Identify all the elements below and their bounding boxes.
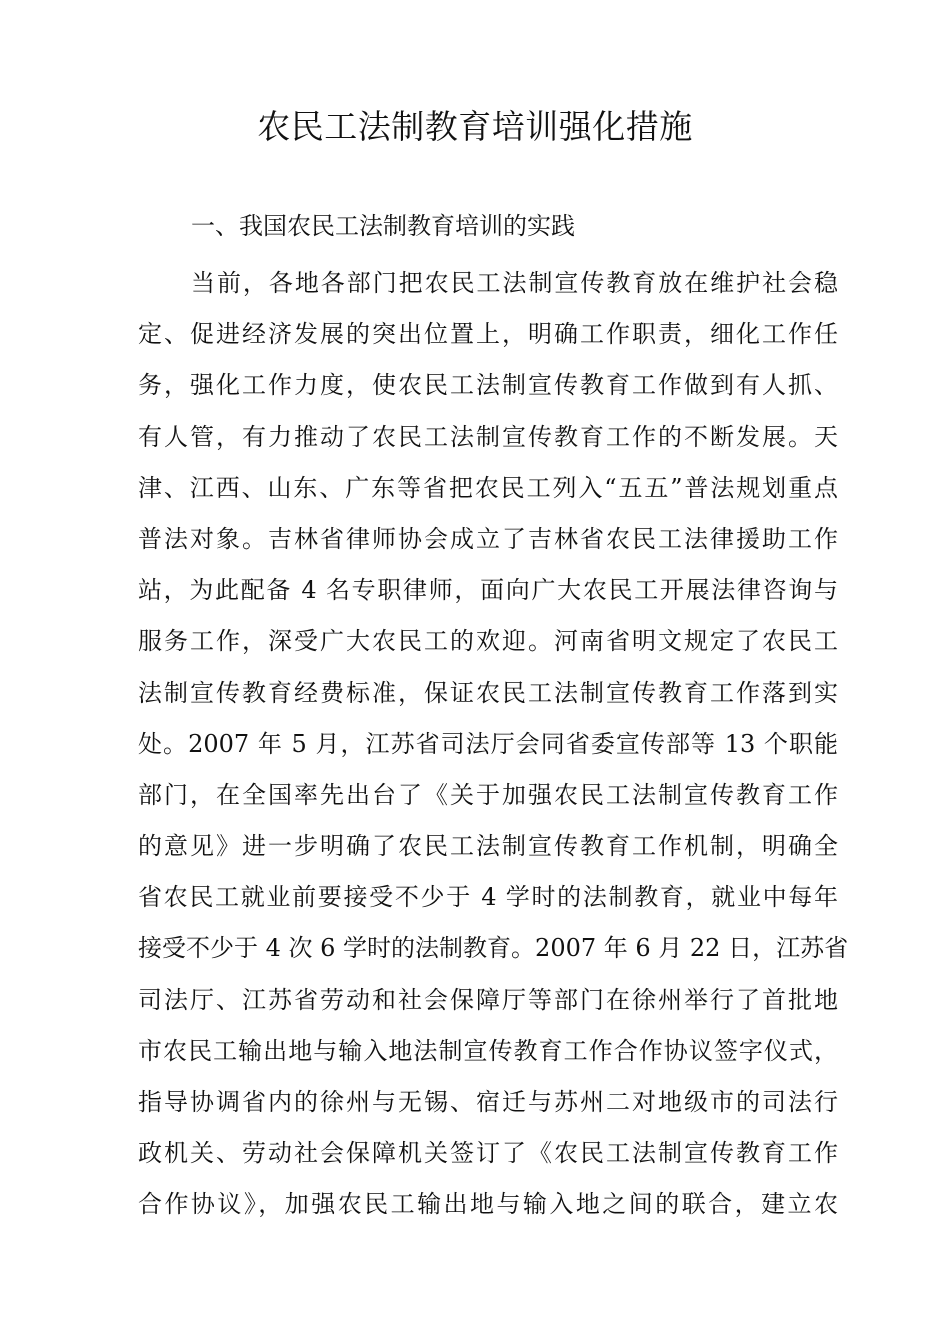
paragraph-line: 接受不少于 4 次 6 学时的法制教育。2007 年 6 月 22 日，江苏省 bbox=[138, 934, 849, 963]
paragraph-line: 服务工作，深受广大农民工的欢迎。河南省明文规定了农民工 bbox=[138, 627, 838, 656]
paragraph-line: 法制宣传教育经费标准，保证农民工法制宣传教育工作落到实 bbox=[138, 678, 838, 707]
paragraph-line: 有人管，有力推动了农民工法制宣传教育工作的不断发展。天 bbox=[138, 422, 838, 451]
paragraph-line: 的意见》进一步明确了农民工法制宣传教育工作机制，明确全 bbox=[138, 832, 838, 861]
paragraph-line: 部门，在全国率先出台了《关于加强农民工法制宣传教育工作 bbox=[138, 780, 838, 809]
document-title: 农民工法制教育培训强化措施 bbox=[257, 107, 693, 146]
paragraph-line: 站，为此配备 4 名专职律师，面向广大农民工开展法律咨询与 bbox=[138, 576, 838, 605]
paragraph-line: 处。2007 年 5 月，江苏省司法厅会同省委宣传部等 13 个职能 bbox=[138, 729, 838, 758]
paragraph-line: 合作协议》，加强农民工输出地与输入地之间的联合，建立农 bbox=[138, 1190, 838, 1219]
body-paragraph bbox=[138, 258, 849, 1231]
paragraph-line: 指导协调省内的徐州与无锡、宿迁与苏州二对地级市的司法行 bbox=[138, 1088, 838, 1116]
paragraph-line: 政机关、劳动社会保障机关签订了《农民工法制宣传教育工作 bbox=[138, 1139, 838, 1168]
paragraph-line: 津、江西、山东、广东等省把农民工列入“五五”普法规划重点 bbox=[138, 473, 838, 502]
paragraph-line: 务，强化工作力度，使农民工法制宣传教育工作做到有人抓、 bbox=[138, 371, 838, 400]
paragraph-line: 市农民工输出地与输入地法制宣传教育工作合作协议签字仪式， bbox=[138, 1036, 838, 1065]
paragraph-line: 司法厅、江苏省劳动和社会保障厅等部门在徐州举行了首批地 bbox=[138, 985, 838, 1014]
paragraph-line: 定、促进经济发展的突出位置上，明确工作职责，细化工作任 bbox=[138, 320, 838, 349]
section-heading: 一、我国农民工法制教育培训的实践 bbox=[191, 212, 575, 240]
paragraph-line: 省农民工就业前要接受不少于 4 学时的法制教育，就业中每年 bbox=[138, 883, 838, 912]
paragraph-line: 当前，各地各部门把农民工法制宣传教育放在维护社会稳 bbox=[191, 269, 838, 297]
paragraph-line: 普法对象。吉林省律师协会成立了吉林省农民工法律援助工作 bbox=[138, 524, 838, 553]
